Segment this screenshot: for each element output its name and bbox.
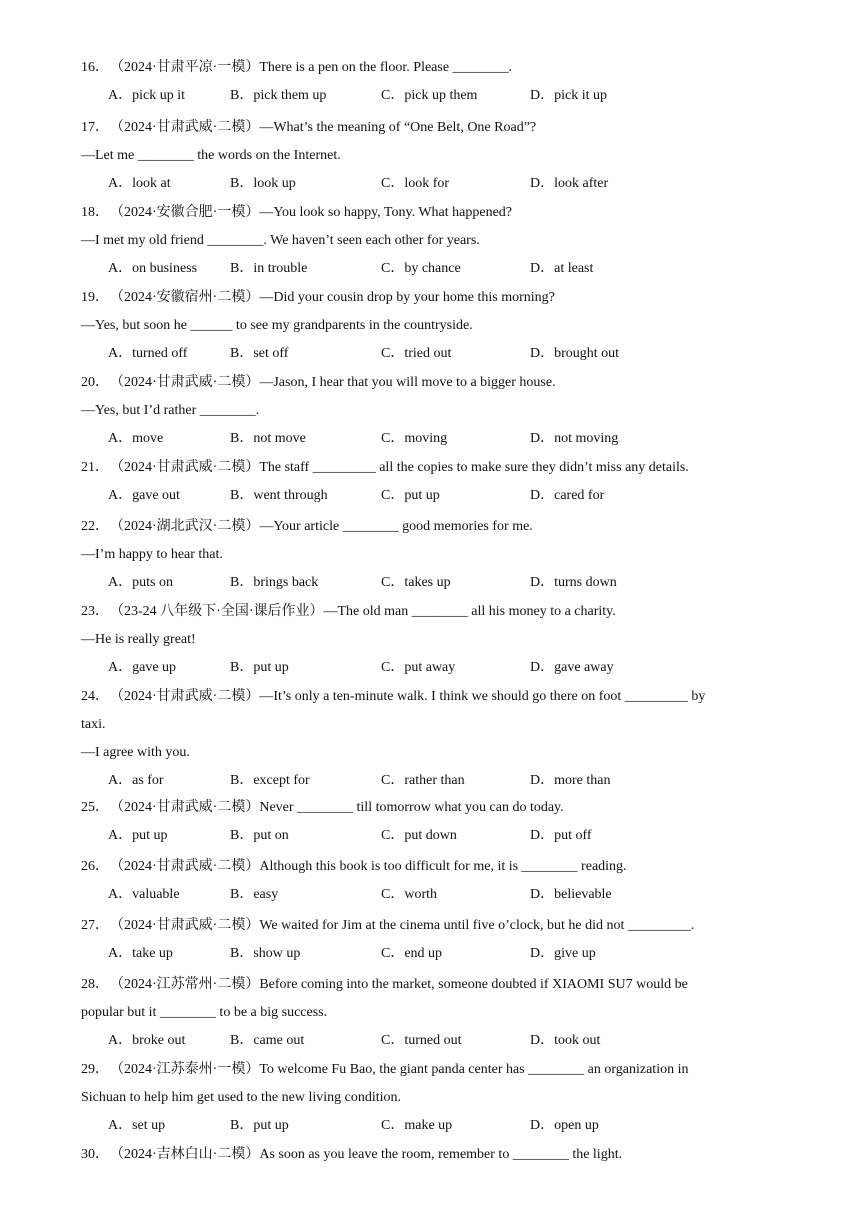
question-source: （2024·安徽合肥·一模） xyxy=(117,205,260,220)
answer-options xyxy=(81,1027,771,1055)
option-c[interactable]: C．put away xyxy=(381,660,456,675)
option-b[interactable]: B．went through xyxy=(230,488,328,503)
question-text: taxi. xyxy=(81,717,106,732)
option-d[interactable]: D．more than xyxy=(530,773,611,788)
question-number: 30． xyxy=(81,1147,109,1162)
option-a[interactable]: A．move xyxy=(108,431,164,446)
question-number: 19． xyxy=(81,290,109,305)
option-d[interactable]: D．gave away xyxy=(530,660,614,675)
question-number: 28． xyxy=(81,977,109,992)
answer-options xyxy=(81,881,771,909)
question-19 xyxy=(81,284,771,368)
question-text: We waited for Jim at the cinema until five o’clock, but he did not _________. xyxy=(259,918,695,933)
question-stem xyxy=(81,1056,771,1084)
question-text: —Did your cousin drop by your home this morning? xyxy=(259,290,555,305)
question-text: —It’s only a ten-minute walk. I think we should go there on foot _________ by xyxy=(259,689,706,704)
question-number: 20． xyxy=(81,375,109,390)
question-source: （2024·湖北武汉·二模） xyxy=(117,519,260,534)
question-text: —I’m happy to hear that. xyxy=(81,547,223,562)
option-d[interactable]: D．brought out xyxy=(530,346,620,361)
option-a[interactable]: A．set up xyxy=(108,1118,166,1133)
question-source: （2024·安徽宿州·二模） xyxy=(117,290,260,305)
question-22 xyxy=(81,513,771,597)
question-source: （2024·江苏常州·二模） xyxy=(117,977,260,992)
option-c[interactable]: C．look for xyxy=(381,176,450,191)
question-source: （2024·甘肃武威·二模） xyxy=(117,689,260,704)
question-text: —I agree with you. xyxy=(81,745,190,760)
option-b[interactable]: B．look up xyxy=(230,176,296,191)
question-25 xyxy=(81,794,771,850)
question-line xyxy=(81,1084,771,1112)
question-line xyxy=(81,227,771,255)
option-a[interactable]: A．puts on xyxy=(108,575,173,590)
option-a[interactable]: A．turned off xyxy=(108,346,188,361)
question-text: popular but it ________ to be a big success. xyxy=(81,1005,328,1020)
question-text: —He is really great! xyxy=(81,632,196,647)
option-d[interactable]: D．put off xyxy=(530,828,592,843)
question-text: To welcome Fu Bao, the giant panda center has ________ an organization in xyxy=(259,1062,689,1077)
question-text: Although this book is too difficult for me, it is ________ reading. xyxy=(259,859,627,874)
option-d[interactable]: D．give up xyxy=(530,946,596,961)
answer-options xyxy=(81,82,771,110)
question-line xyxy=(81,999,771,1027)
question-number: 29． xyxy=(81,1062,109,1077)
option-b[interactable]: B．brings back xyxy=(230,575,319,590)
option-c[interactable]: C．make up xyxy=(381,1118,453,1133)
question-number: 21． xyxy=(81,460,109,475)
answer-options xyxy=(81,940,771,968)
question-number: 17． xyxy=(81,120,109,135)
option-c[interactable]: C．end up xyxy=(381,946,443,961)
question-text: Before coming into the market, someone doubted if XIAOMI SU7 would be xyxy=(259,977,688,992)
question-17 xyxy=(81,114,771,198)
option-d[interactable]: D．took out xyxy=(530,1033,601,1048)
question-number: 25． xyxy=(81,800,109,815)
question-20 xyxy=(81,369,771,453)
question-source: （2024·甘肃武威·二模） xyxy=(117,859,260,874)
option-b[interactable]: B．not move xyxy=(230,431,306,446)
question-stem xyxy=(81,912,771,940)
question-text: —The old man ________ all his money to a charity. xyxy=(323,604,616,619)
question-source: （23-24 八年级下·全国·课后作业） xyxy=(117,604,324,619)
option-a[interactable]: A．put up xyxy=(108,828,168,843)
option-b[interactable]: B．show up xyxy=(230,946,301,961)
option-a[interactable]: A．on business xyxy=(108,261,198,276)
option-d[interactable]: D．open up xyxy=(530,1118,599,1133)
option-b[interactable]: B．except for xyxy=(230,773,310,788)
option-a[interactable]: A．as for xyxy=(108,773,164,788)
question-line xyxy=(81,739,771,767)
option-a[interactable]: A．gave out xyxy=(108,488,180,503)
question-source: （2024·甘肃武威·二模） xyxy=(117,375,260,390)
option-b[interactable]: B．set off xyxy=(230,346,289,361)
answer-options xyxy=(81,569,771,597)
question-stem xyxy=(81,199,771,227)
answer-options xyxy=(81,822,771,850)
option-a[interactable]: A．pick up it xyxy=(108,88,185,103)
option-c[interactable]: C．moving xyxy=(381,431,448,446)
question-source: （2024·甘肃武威·二模） xyxy=(117,460,260,475)
question-text: Sichuan to help him get used to the new living condition. xyxy=(81,1090,402,1105)
question-number: 27． xyxy=(81,918,109,933)
answer-options xyxy=(81,170,771,198)
answer-options xyxy=(81,255,771,283)
question-stem xyxy=(81,971,771,999)
option-a[interactable]: A．look at xyxy=(108,176,171,191)
question-text: —I met my old friend ________. We haven’t seen each other for years. xyxy=(81,233,480,248)
question-line xyxy=(81,541,771,569)
question-stem xyxy=(81,54,771,82)
option-b[interactable]: B．put up xyxy=(230,1118,289,1133)
question-stem xyxy=(81,683,771,711)
question-source: （2024·甘肃武威·二模） xyxy=(117,120,260,135)
question-16 xyxy=(81,54,771,110)
answer-options xyxy=(81,654,771,682)
option-c[interactable]: C．takes up xyxy=(381,575,451,590)
answer-options xyxy=(81,340,771,368)
option-c[interactable]: C．rather than xyxy=(381,773,465,788)
question-text: Never ________ till tomorrow what you can do today. xyxy=(259,800,564,815)
question-text: —Your article ________ good memories for me. xyxy=(259,519,533,534)
option-c[interactable]: C．put up xyxy=(381,488,440,503)
question-text: —Yes, but soon he ______ to see my grandparents in the countryside. xyxy=(81,318,473,333)
option-c[interactable]: C．tried out xyxy=(381,346,452,361)
question-source: （2024·江苏泰州·一模） xyxy=(117,1062,260,1077)
question-line xyxy=(81,711,771,739)
option-c[interactable]: C．worth xyxy=(381,887,437,902)
question-text: —Let me ________ the words on the Internet. xyxy=(81,148,341,163)
question-source: （2024·吉林白山·二模） xyxy=(117,1147,260,1162)
question-stem xyxy=(81,369,771,397)
option-b[interactable]: B．came out xyxy=(230,1033,305,1048)
question-number: 26． xyxy=(81,859,109,874)
question-number: 18． xyxy=(81,205,109,220)
option-d[interactable]: D．not moving xyxy=(530,431,619,446)
option-a[interactable]: A．take up xyxy=(108,946,173,961)
option-b[interactable]: B．easy xyxy=(230,887,279,902)
option-c[interactable]: C．put down xyxy=(381,828,457,843)
answer-options xyxy=(81,425,771,453)
question-stem xyxy=(81,598,771,626)
question-source: （2024·甘肃武威·二模） xyxy=(117,800,260,815)
question-text: —What’s the meaning of “One Belt, One Road”? xyxy=(259,120,537,135)
question-text: —You look so happy, Tony. What happened? xyxy=(259,205,513,220)
answer-options xyxy=(81,767,771,795)
question-29 xyxy=(81,1056,771,1140)
question-stem xyxy=(81,454,771,482)
question-source: （2024·甘肃武威·二模） xyxy=(117,918,260,933)
question-line xyxy=(81,397,771,425)
answer-options xyxy=(81,1112,771,1140)
question-text: The staff _________ all the copies to make sure they didn’t miss any details. xyxy=(259,460,689,475)
question-number: 16． xyxy=(81,60,109,75)
option-d[interactable]: D．look after xyxy=(530,176,609,191)
option-c[interactable]: C．by chance xyxy=(381,261,461,276)
option-d[interactable]: D．pick it up xyxy=(530,88,607,103)
question-number: 24． xyxy=(81,689,109,704)
question-stem xyxy=(81,794,771,822)
question-number: 23． xyxy=(81,604,109,619)
question-27 xyxy=(81,912,771,968)
option-a[interactable]: A．gave up xyxy=(108,660,177,675)
question-text: As soon as you leave the room, remember to ________ the light. xyxy=(259,1147,623,1162)
question-text: —Jason, I hear that you will move to a bigger house. xyxy=(259,375,556,390)
question-number: 22． xyxy=(81,519,109,534)
option-a[interactable]: A．broke out xyxy=(108,1033,186,1048)
question-24 xyxy=(81,683,771,795)
question-stem xyxy=(81,513,771,541)
question-stem xyxy=(81,284,771,312)
question-28 xyxy=(81,971,771,1055)
question-stem xyxy=(81,853,771,881)
option-c[interactable]: C．turned out xyxy=(381,1033,462,1048)
question-stem xyxy=(81,1141,771,1169)
question-stem xyxy=(81,114,771,142)
option-b[interactable]: B．pick them up xyxy=(230,88,327,103)
option-d[interactable]: D．cared for xyxy=(530,488,605,503)
option-c[interactable]: C．pick up them xyxy=(381,88,478,103)
question-26 xyxy=(81,853,771,909)
question-line xyxy=(81,142,771,170)
question-text: There is a pen on the floor. Please ________. xyxy=(259,60,513,75)
question-23 xyxy=(81,598,771,682)
question-line xyxy=(81,312,771,340)
option-d[interactable]: D．at least xyxy=(530,261,594,276)
question-21 xyxy=(81,454,771,510)
option-d[interactable]: D．turns down xyxy=(530,575,617,590)
question-30 xyxy=(81,1141,771,1169)
question-line xyxy=(81,626,771,654)
option-d[interactable]: D．believable xyxy=(530,887,612,902)
option-a[interactable]: A．valuable xyxy=(108,887,180,902)
question-text: —Yes, but I’d rather ________. xyxy=(81,403,260,418)
option-b[interactable]: B．put on xyxy=(230,828,289,843)
option-b[interactable]: B．put up xyxy=(230,660,289,675)
question-18 xyxy=(81,199,771,283)
question-source: （2024·甘肃平凉·一模） xyxy=(117,60,260,75)
option-b[interactable]: B．in trouble xyxy=(230,261,308,276)
answer-options xyxy=(81,482,771,510)
